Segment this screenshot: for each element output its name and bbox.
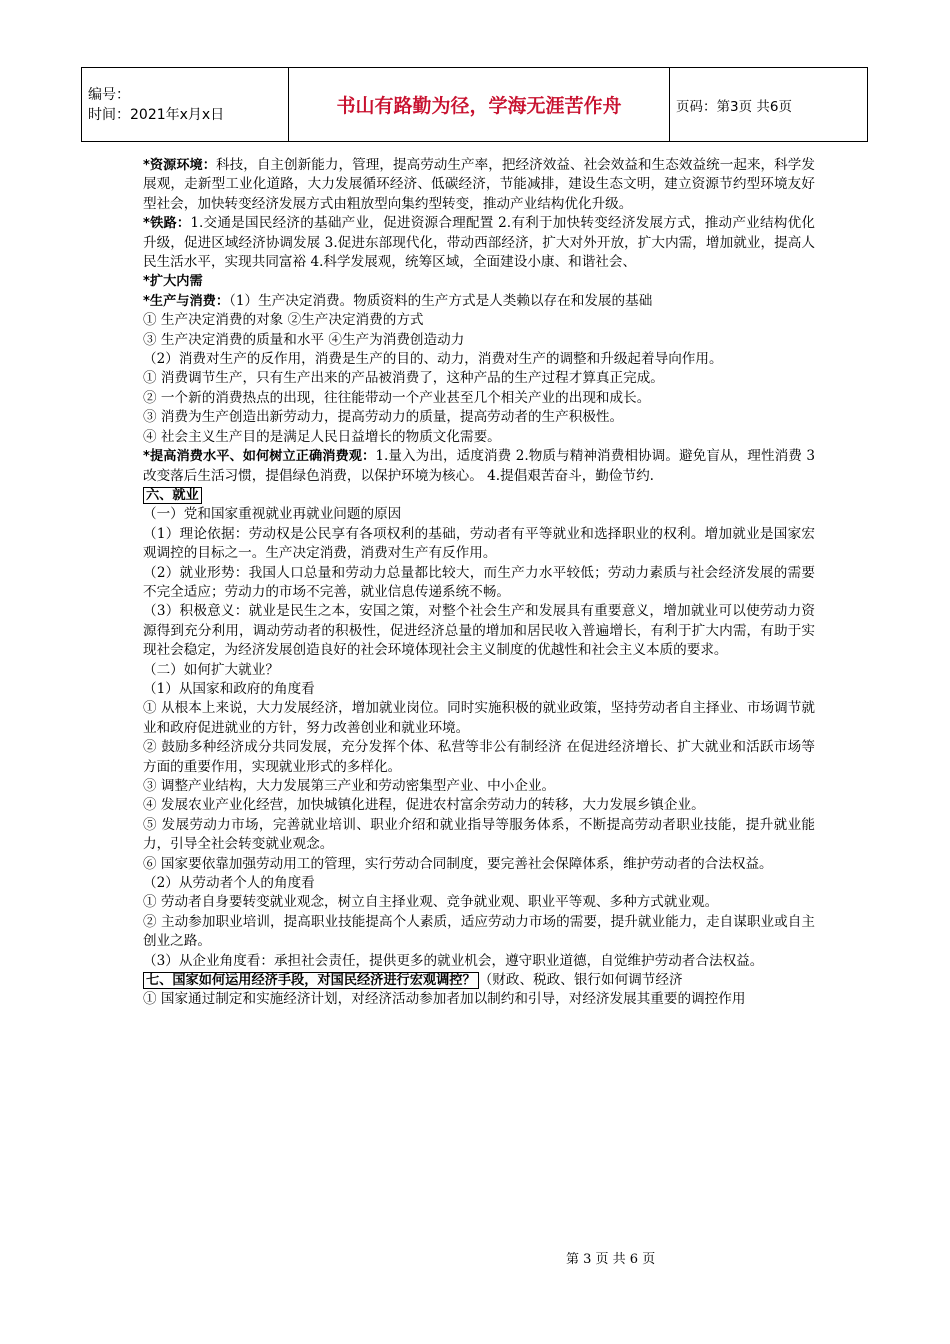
paragraph — [143, 777, 815, 796]
document-date: 时间：2021年x月x日 — [88, 106, 225, 123]
paragraph-text: （二）如何扩大就业？ — [143, 661, 279, 678]
paragraph — [143, 505, 815, 524]
paragraph — [143, 913, 815, 952]
header-page-info: 页码：第3页 共6页 — [670, 68, 868, 142]
document-body — [143, 156, 815, 1010]
paragraph — [143, 564, 815, 603]
paragraph — [143, 855, 815, 874]
paragraph — [143, 971, 815, 990]
paragraph-text: ① 消费调节生产，只有生产出来的产品被消费了，这种产品的生产过程才算真正完成。 — [143, 370, 664, 387]
footer-page-number: 第 3 页 共 6 页 — [566, 1252, 656, 1267]
paragraph-text: 科技，自主创新能力，管理，提高劳动生产率，把经济效益、社会效益和生态效益统一起来，科学发展观，走新型工业化道路，大力发展循环经济、低碳经济，节能减排，建设生态文明，建立资源节约型环境友好型社会，加快转变经济发展方式由粗放型向集约型转变，推动产业结构优化升级。 — [143, 157, 815, 212]
header-motto: 书山有路勤为径，学海无涯苦作舟 — [289, 68, 670, 142]
paragraph-text: （1）从国家和政府的角度看 — [143, 680, 315, 697]
paragraph-text: ② 主动参加职业培训，提高职业技能提高个人素质，适应劳动力市场的需要，提升就业能力，走自谋职业或自主创业之路。 — [143, 913, 815, 950]
paragraph — [143, 447, 815, 486]
paragraph-heading: *提高消费水平、如何树立正确消费观： — [143, 449, 376, 465]
paragraph — [143, 990, 815, 1009]
paragraph-text: ④ 发展农业产业化经营，加快城镇化进程，促进农村富余劳动力的转移，大力发展乡镇企业。 — [143, 797, 705, 814]
paragraph — [143, 350, 815, 369]
paragraph — [143, 796, 815, 815]
document-number: 编号： — [88, 86, 130, 103]
section-heading: 七、国家如何运用经济手段，对国民经济进行宏观调控？ — [143, 972, 479, 989]
paragraph — [143, 525, 815, 564]
paragraph-text: 1.交通是国民经济的基础产业，促进资源合理配置 2.有利于加快转变经济发展方式，推动产业结构优化升级，促进区域经济协调发展 3.促进东部现代化，带动西部经济，扩大对外开放，扩大内需，增加就业，提高人民生活水平，实现共同富裕 4.科学发展观，统筹区域，全面建设小康、和谐社会、 — [143, 215, 815, 271]
paragraph-text: （2）就业形势：我国人口总量和劳动力总量都比较大，而生产力水平较低；劳动力素质与社会经济发展的需要不完全适应；劳动力的市场不完善，就业信息传递系统不畅。 — [143, 564, 815, 600]
paragraph — [143, 816, 815, 855]
paragraph-text: （1）生产决定消费。物质资料的生产方式是人类赖以存在和发展的基础 — [229, 292, 653, 309]
paragraph — [143, 272, 815, 291]
paragraph — [143, 311, 815, 330]
paragraph-text: ① 生产决定消费的对象 ②生产决定消费的方式 — [143, 312, 424, 329]
paragraph-text: ③ 调整产业结构，大力发展第三产业和劳动密集型产业、中小企业。 — [143, 778, 556, 794]
paragraph-text: ① 国家通过制定和实施经济计划，对经济活动参加者加以制约和引导，对经济发展其重要的调控作用 — [143, 991, 746, 1008]
paragraph-text: （2）从劳动者个人的角度看 — [143, 875, 315, 892]
paragraph-text: 1.量入为出，适度消费 2.物质与精神消费相协调。避免盲从，理性消费 3 改变落后生活习惯，提倡绿色消费，以保护环境为核心。 4.提倡艰苦奋斗，勤俭节约. — [143, 448, 815, 484]
paragraph — [143, 680, 815, 699]
paragraph-text: ③ 生产决定消费的质量和水平 ④生产为消费创造动力 — [143, 331, 465, 348]
paragraph-text: ① 从根本上来说，大力发展经济，增加就业岗位。同时实施积极的就业政策，坚持劳动者自主择业、市场调节就业和政府促进就业的方针，努力改善创业和就业环境。 — [143, 700, 815, 736]
paragraph — [143, 428, 815, 447]
paragraph-heading: *扩大内需 — [143, 274, 203, 290]
paragraph-heading: *资源环境： — [143, 158, 216, 173]
paragraph-text: （2）消费对生产的反作用，消费是生产的目的、动力，消费对生产的调整和升级起着导向作用。 — [143, 351, 723, 368]
paragraph-text: ② 鼓励多种经济成分共同发展，充分发挥个体、私营等非公有制经济 在促进经济增长、扩大就业和活跃市场等方面的重要作用，实现就业形式的多样化。 — [143, 739, 815, 775]
paragraph — [143, 214, 815, 272]
paragraph — [143, 602, 815, 660]
paragraph — [143, 874, 815, 893]
paragraph-text: ① 劳动者自身要转变就业观念，树立自主择业观、竞争就业观、职业平等观、多种方式就业观。 — [143, 894, 719, 911]
paragraph — [143, 661, 815, 680]
paragraph — [143, 952, 815, 971]
document-header — [81, 67, 868, 142]
paragraph — [143, 699, 815, 738]
paragraph — [143, 486, 815, 505]
paragraph-text: （1）理论依据：劳动权是公民享有各项权利的基础，劳动者有平等就业和选择职业的权利。增加就业是国家宏观调控的目标之一。生产决定消费，消费对生产有反作用。 — [143, 525, 815, 562]
paragraph — [143, 738, 815, 777]
paragraph-text: ⑥ 国家要依靠加强劳动用工的管理，实行劳动合同制度，要完善社会保障体系，维护劳动者的合法权益。 — [143, 855, 773, 872]
paragraph-text: ③ 消费为生产创造出新劳动力，提高劳动力的质量，提高劳动者的生产积极性。 — [143, 409, 624, 426]
paragraph — [143, 331, 815, 350]
section-heading: 六、就业 — [143, 487, 202, 504]
paragraph-heading: *生产与消费： — [143, 293, 230, 309]
header-meta — [82, 68, 289, 142]
paragraph — [143, 893, 815, 912]
paragraph — [143, 156, 815, 214]
paragraph-heading: *铁路： — [143, 216, 191, 232]
paragraph-text: ② 一个新的消费热点的出现，往往能带动一个产业甚至几个相关产业的出现和成长。 — [143, 389, 651, 406]
paragraph — [143, 389, 815, 408]
paragraph — [143, 369, 815, 388]
paragraph-text: （3）从企业角度看：承担社会责任，提供更多的就业机会，遵守职业道德，自觉维护劳动者合法权益。 — [143, 952, 764, 969]
paragraph-text: （财政、税政、银行如何调节经济 — [478, 972, 683, 989]
paragraph-text: （3）积极意义：就业是民生之本，安国之策，对整个社会生产和发展具有重要意义，增加就业可以使劳动力资源得到充分利用，调动劳动者的积极性，促进经济总量的增加和居民收入普遍增长，有利于扩大内需，有助于实现社会稳定，为经济发展创造良好的社会环境体现社会主义制度的优越性和社会主义本质的要求。 — [143, 603, 815, 659]
paragraph-text: ⑤ 发展劳动力市场，完善就业培训、职业介绍和就业指导等服务体系，不断提高劳动者职业技能，提升就业能力，引导全社会转变就业观念。 — [143, 816, 815, 853]
paragraph — [143, 408, 815, 427]
paragraph — [143, 292, 815, 311]
paragraph-text: （一）党和国家重视就业再就业问题的原因 — [143, 506, 402, 523]
paragraph-text: ④ 社会主义生产目的是满足人民日益增长的物质文化需要。 — [143, 428, 501, 445]
